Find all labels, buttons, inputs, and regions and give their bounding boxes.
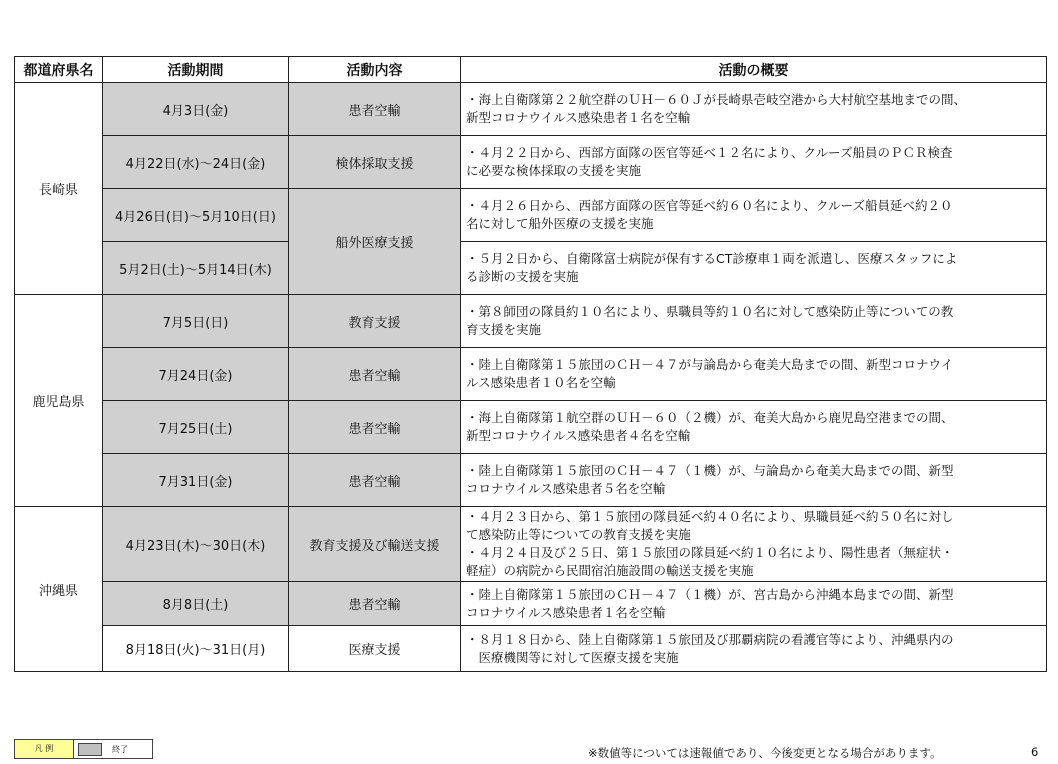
summary-cell xyxy=(461,626,1047,672)
summary-line: ・海上自衛隊第１航空群のＵＨ－６０（２機）が、奄美大島から鹿児島空港までの間、 xyxy=(466,410,954,425)
activity-cell: 教育支援及び輸送支援 xyxy=(289,507,461,582)
header-prefecture: 都道府県名 xyxy=(15,57,103,83)
summary-line: 軽症）の病院から民間宿泊施設間の輸送支援を実施 xyxy=(466,563,754,578)
period-cell: 4月22日(水)～24日(金) xyxy=(103,136,289,189)
header-summary: 活動の概要 xyxy=(461,57,1047,83)
activity-cell: 教育支援 xyxy=(289,295,461,348)
legend xyxy=(14,739,153,759)
summary-line: 医療機関等に対して医療支援を実施 xyxy=(466,649,679,665)
summary-line: ・４月２６日から、西部方面隊の医官等延べ約６０名により、クルーズ船員延べ約２０ xyxy=(466,198,953,213)
activity-cell: 患者空輸 xyxy=(289,401,461,454)
summary-line: ・陸上自衛隊第１５旅団のＣＨ－４７が与論島から奄美大島までの間、新型コロナウイ xyxy=(466,357,954,372)
header-row xyxy=(15,57,1047,83)
summary-line: ・４月２４日及び２５日、第１５旅団の隊員延べ約１０名により、陽性患者（無症状・ xyxy=(466,545,954,560)
summary-line: ・陸上自衛隊第１５旅団のＣＨ－４７（１機）が、与論島から奄美大島までの間、新型 xyxy=(466,463,954,478)
summary-line: 育支援を実施 xyxy=(466,322,542,337)
summary-line: 新型コロナウイルス感染患者４名を空輸 xyxy=(466,428,691,443)
period-cell: 4月26日(日)～5月10日(日) xyxy=(103,189,289,242)
summary-line: ・第８師団の隊員約１０名により、県職員等約１０名に対して感染防止等についての教 xyxy=(466,304,954,319)
activity-table xyxy=(14,56,1047,672)
summary-line: ・４月２３日から、第１５旅団の隊員延べ約４０名により、県職員延べ約５０名に対し xyxy=(466,509,954,524)
summary-line: コロナウイルス感染患者５名を空輸 xyxy=(466,481,666,496)
summary-line: コロナウイルス感染患者１名を空輸 xyxy=(466,604,666,620)
activity-cell: 患者空輸 xyxy=(289,582,461,626)
activity-cell: 医療支援 xyxy=(289,626,461,672)
period-cell: 7月31日(金) xyxy=(103,454,289,507)
summary-cell xyxy=(461,295,1047,348)
summary-cell xyxy=(461,454,1047,507)
period-cell: 4月3日(金) xyxy=(103,83,289,136)
period-cell: 7月25日(土) xyxy=(103,401,289,454)
summary-line: 名に対して船外医療の支援を実施 xyxy=(466,216,654,231)
summary-cell xyxy=(461,83,1047,136)
summary-cell xyxy=(461,136,1047,189)
period-cell: 7月5日(日) xyxy=(103,295,289,348)
legend-item-label: 終了 xyxy=(112,744,128,754)
table-row xyxy=(15,626,1047,672)
page-number: 6 xyxy=(1031,745,1039,759)
summary-cell xyxy=(461,189,1047,242)
footnote: ※数値等については速報値であり、今後変更となる場合があります。 xyxy=(588,746,942,760)
summary-cell xyxy=(461,401,1047,454)
summary-line: ・海上自衛隊第２２航空群のＵＨ－６０Ｊが長崎県壱岐空港から大村航空基地までの間、 xyxy=(466,92,967,107)
table-row xyxy=(15,242,1047,295)
summary-line: ・陸上自衛隊第１５旅団のＣＨ－４７（１機）が、宮古島から沖縄本島までの間、新型 xyxy=(466,586,954,602)
table-row xyxy=(15,189,1047,242)
summary-line: ルス感染患者１０名を空輸 xyxy=(466,375,616,390)
table-row xyxy=(15,454,1047,507)
summary-line: 新型コロナウイルス感染患者１名を空輸 xyxy=(466,110,691,125)
summary-cell xyxy=(461,348,1047,401)
period-cell: 5月2日(土)～5月14日(木) xyxy=(103,242,289,295)
prefecture-cell: 長崎県 xyxy=(15,83,103,295)
summary-cell xyxy=(461,242,1047,295)
table-row xyxy=(15,348,1047,401)
header-activity: 活動内容 xyxy=(289,57,461,83)
table-row xyxy=(15,295,1047,348)
legend-item xyxy=(74,740,152,758)
legend-swatch xyxy=(78,743,102,756)
table-row xyxy=(15,136,1047,189)
period-cell: 8月18日(火)～31日(月) xyxy=(103,626,289,672)
summary-line: ・４月２２日から、西部方面隊の医官等延べ１２名により、クルーズ船員のＰＣＲ検査 xyxy=(466,145,953,160)
summary-line: ・５月２日から、自衛隊富士病院が保有するCT診療車１両を派遣し、医療スタッフによ xyxy=(466,251,958,266)
prefecture-cell: 鹿児島県 xyxy=(15,295,103,507)
header-period: 活動期間 xyxy=(103,57,289,83)
table-row xyxy=(15,401,1047,454)
period-cell: 4月23日(木)～30日(木) xyxy=(103,507,289,582)
summary-line: る診断の支援を実施 xyxy=(466,269,579,284)
activity-cell: 患者空輸 xyxy=(289,348,461,401)
activity-cell: 患者空輸 xyxy=(289,454,461,507)
summary-line: ・８月１８日から、陸上自衛隊第１５旅団及び那覇病院の看護官等により、沖縄県内の xyxy=(466,631,954,647)
period-cell: 8月8日(土) xyxy=(103,582,289,626)
activity-cell: 検体採取支援 xyxy=(289,136,461,189)
table-row xyxy=(15,507,1047,582)
table-row xyxy=(15,582,1047,626)
summary-line: に必要な検体採取の支援を実施 xyxy=(466,163,642,178)
summary-line: て感染防止等についての教育支援を実施 xyxy=(466,527,691,542)
activity-cell: 患者空輸 xyxy=(289,83,461,136)
activity-cell: 船外医療支援 xyxy=(289,189,461,295)
period-cell: 7月24日(金) xyxy=(103,348,289,401)
summary-cell xyxy=(461,507,1047,582)
prefecture-cell: 沖縄県 xyxy=(15,507,103,672)
table-row xyxy=(15,83,1047,136)
legend-label: 凡 例 xyxy=(15,740,74,758)
summary-cell xyxy=(461,582,1047,626)
